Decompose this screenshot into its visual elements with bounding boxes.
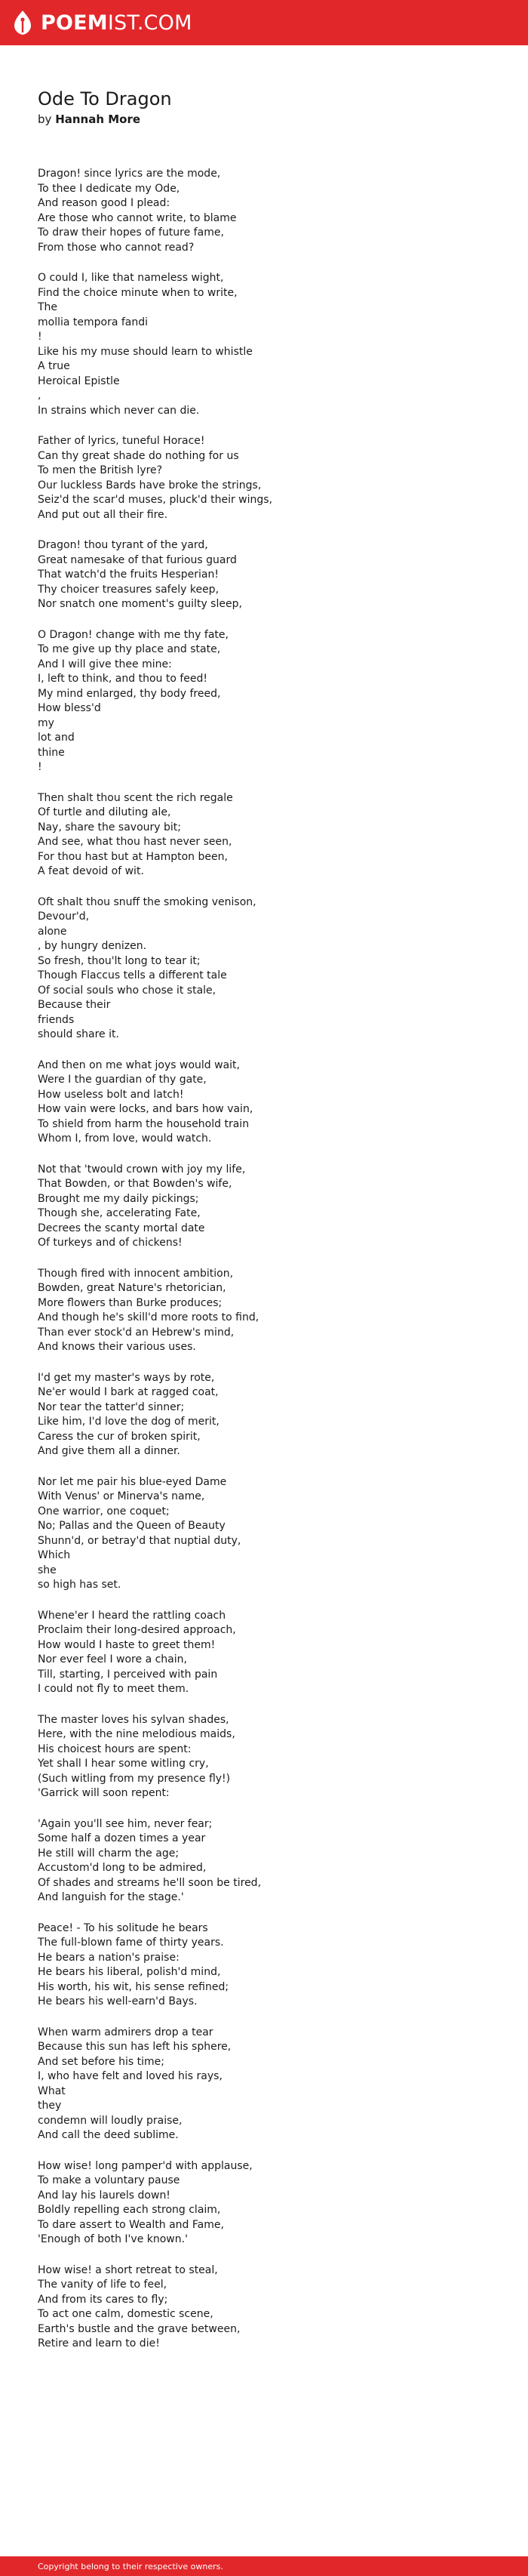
poem-line: Bowden, great Nature's rhetorician, [38, 1282, 226, 1294]
poem-line: To me give up thy place and state, [38, 643, 221, 655]
stanza [38, 1609, 490, 1697]
poem-line: Decrees the scanty mortal date [38, 1222, 205, 1234]
poem-line: my [38, 716, 54, 729]
poem-line: How useless bolt and latch! [38, 1088, 184, 1101]
poem-line: And from its cares to fly; [38, 2293, 168, 2306]
poem-line: Whene'er I heard the rattling coach [38, 1609, 226, 1622]
poem-line: The vanity of life to feel, [38, 2279, 167, 2291]
poem-line: Seiz'd the scar'd muses, pluck'd their wings, [38, 494, 273, 506]
poem-line: O Dragon! change with me thy fate, [38, 628, 229, 641]
poem-line: How bless'd [38, 702, 101, 714]
poem-line: And though he's skill'd more roots to find, [38, 1311, 259, 1323]
poem-line: He still will charm the age; [38, 1847, 180, 1860]
poem-line: And then on me what joys would wait, [38, 1058, 240, 1071]
poem-line: Though Flaccus tells a different tale [38, 969, 227, 981]
poem-line: And languish for the stage.' [38, 1891, 184, 1903]
poem-line: Of turkeys and of chickens! [38, 1237, 183, 1249]
site-logo[interactable] [12, 10, 192, 35]
poem-line: Of social souls who chose it stale, [38, 984, 216, 997]
poem-line: Boldly repelling each strong claim, [38, 2204, 221, 2216]
poem-line: mollia tempora fandi [38, 316, 149, 328]
poem-line: Of turtle and diluting ale, [38, 806, 171, 818]
poem-line: What [38, 2085, 66, 2097]
poem-line: I could not fly to meet them. [38, 1683, 189, 1695]
poem-line: Find the choice minute when to write, [38, 286, 238, 299]
stanza [38, 1713, 490, 1801]
poem-line: Caress the cur of broken spirit, [38, 1430, 201, 1443]
poem-line: Accustom'd long to be admired, [38, 1862, 207, 1874]
poem-line: He bears his well-earn'd Bays. [38, 1995, 198, 2007]
stanza [38, 791, 490, 880]
poem-line: To shield from harm the household train [38, 1117, 250, 1130]
poem-line: ! [38, 761, 42, 773]
stanza [38, 2263, 490, 2352]
poem-line: Not that 'twould crown with joy my life, [38, 1163, 246, 1176]
poem-line: Than ever stock'd an Hebrew's mind, [38, 1326, 235, 1339]
poem-line: Then shalt thou scent the rich regale [38, 791, 233, 804]
poem-line: And give them all a dinner. [38, 1445, 180, 1457]
poem-line: More flowers than Burke produces; [38, 1296, 223, 1309]
poem-container [38, 87, 490, 2368]
logo-pen-icon [12, 10, 33, 35]
stanza [38, 1163, 490, 1251]
poem-line: Because this sun has left his sphere, [38, 2041, 232, 2053]
poem-line: When warm admirers drop a tear [38, 2026, 213, 2038]
poem-line: Our luckless Bards have broke the strings, [38, 479, 262, 491]
poem-line: Because their [38, 999, 111, 1011]
poem-line: To dare assert to Wealth and Fame, [38, 2218, 224, 2231]
poem-line: Nor tear the tatter'd sinner; [38, 1400, 185, 1413]
poem-line: 'Garrick will soon repent: [38, 1787, 170, 1799]
poem-line: , [38, 390, 41, 402]
poem-line: Dragon! since lyrics are the mode, [38, 168, 221, 180]
poem-line: To make a voluntary pause [38, 2174, 180, 2186]
poem-line: With Venus' or Minerva's name, [38, 1490, 205, 1502]
poem-line: No; Pallas and the Queen of Beauty [38, 1520, 226, 1532]
poem-line: Retire and learn to die! [38, 2337, 160, 2350]
logo-text-bold: POEM [41, 11, 108, 35]
logo-text-light: IST.COM [107, 11, 192, 35]
poem-line: To draw their hopes of future fame, [38, 226, 224, 239]
stanza [38, 271, 490, 418]
poem-line: His worth, his wit, his sense refined; [38, 1980, 229, 1993]
poem-line: The master loves his sylvan shades, [38, 1713, 229, 1726]
footer-bar [0, 2556, 528, 2576]
stanza [38, 167, 490, 255]
poem-line: Devour'd, [38, 911, 90, 923]
poem-line: One warrior, one coquet; [38, 1505, 170, 1518]
poem-line: Peace! - To his solitude he bears [38, 1921, 208, 1934]
poem-line: Are those who cannot write, to blame [38, 211, 237, 224]
poem-line: thine [38, 746, 65, 759]
copyright-text: Copyright belong to their respective owners. [38, 2561, 223, 2571]
poem-line: He bears a nation's praise: [38, 1951, 180, 1964]
poem-line: I'd get my master's ways by rote, [38, 1371, 215, 1384]
poem-line: He bears his liberal, polish'd mind, [38, 1966, 221, 1978]
poem-line: Till, starting, I perceived with pain [38, 1668, 218, 1681]
poem-line: Proclaim their long-desired approach, [38, 1624, 236, 1636]
poem-line: lot and [38, 732, 75, 744]
poem-line: , by hungry denizen. [38, 940, 147, 952]
stanza [38, 2159, 490, 2248]
stanza [38, 2026, 490, 2143]
poem-line: So fresh, thou'lt long to tear it; [38, 954, 201, 967]
poem-line: Like him, I'd love the dog of merit, [38, 1416, 219, 1428]
stanza [38, 1817, 490, 1906]
poem-line: Oft shalt thou snuff the smoking venison, [38, 895, 256, 908]
poem-line: 'Enough of both I've known.' [38, 2233, 188, 2245]
poem-line: And put out all their fire. [38, 508, 168, 521]
poem-line: A true [38, 360, 70, 372]
poem-title: Ode To Dragon [38, 88, 172, 109]
stanza [38, 895, 490, 1043]
stanza [38, 1475, 490, 1593]
poem-line: Dragon! thou tyrant of the yard, [38, 539, 208, 551]
poem-line: Whom I, from love, would watch. [38, 1132, 212, 1145]
poem-line: A feat devoid of wit. [38, 865, 144, 877]
author-link[interactable]: Hannah More [55, 112, 141, 126]
poem-line: Were I the guardian of thy gate, [38, 1074, 207, 1086]
poem-line: That watch'd the fruits Hesperian! [38, 569, 219, 581]
poem-line: Great namesake of that furious guard [38, 553, 237, 566]
poem-line: Heroical Epistle [38, 374, 120, 387]
poem-line: How would I haste to greet them! [38, 1638, 216, 1651]
stanza [38, 1921, 490, 2010]
poem-line: Shunn'd, or betray'd that nuptial duty, [38, 1534, 241, 1547]
poem-line: And reason good I plead: [38, 197, 170, 209]
poem-line: she [38, 1564, 57, 1576]
poem-line: Though fired with innocent ambition, [38, 1267, 234, 1280]
poem-line: condemn will loudly praise, [38, 2114, 183, 2127]
poem-line: Some half a dozen times a year [38, 1832, 206, 1844]
stanza [38, 1371, 490, 1459]
poem-line: I, left to think, and thou to feed! [38, 673, 207, 685]
poem-line: Nor let me pair his blue-eyed Dame [38, 1475, 227, 1488]
poem-line: And knows their various uses. [38, 1341, 196, 1353]
poem-line: (Such witling from my presence fly!) [38, 1772, 231, 1785]
stanza [38, 628, 490, 775]
poem-line: To act one calm, domestic scene, [38, 2308, 213, 2320]
poem-line: Of shades and streams he'll soon be tired, [38, 1876, 262, 1889]
poem-line: Thy choicer treasures safely keep, [38, 583, 219, 596]
poem-line: And see, what thou hast never seen, [38, 836, 232, 848]
poem-line: And set before his time; [38, 2055, 164, 2068]
poem-line: To thee I dedicate my Ode, [38, 182, 180, 195]
stanza [38, 434, 490, 522]
poem-line: Which [38, 1549, 71, 1561]
poem-line: O could I, like that nameless wight, [38, 272, 224, 284]
poem-line: Brought me my daily pickings; [38, 1192, 199, 1205]
poem-line: That Bowden, or that Bowden's wife, [38, 1178, 232, 1190]
poem-line: so high has set. [38, 1579, 121, 1591]
poem-line: And lay his laurels down! [38, 2189, 170, 2202]
poem-line: Though she, accelerating Fate, [38, 1207, 201, 1219]
poem-line: ! [38, 331, 42, 343]
byline [38, 111, 490, 128]
poem-line: Nay, share the savoury bit; [38, 821, 181, 834]
stanza [38, 1058, 490, 1147]
poem-line: And I will give thee mine: [38, 658, 172, 670]
poem-line: Nor snatch one moment's guilty sleep, [38, 598, 242, 610]
stanza [38, 538, 490, 612]
poem-line: alone [38, 925, 67, 938]
poem-line: friends [38, 1013, 75, 1026]
poem-line: My mind enlarged, thy body freed, [38, 687, 221, 700]
poem-line: For thou hast but at Hampton been, [38, 850, 228, 863]
poem-line: Can thy great shade do nothing for us [38, 449, 239, 462]
poem-line: Father of lyrics, tuneful Horace! [38, 435, 205, 447]
poem-line: Yet shall I hear some witling cry, [38, 1758, 209, 1770]
poem-line: How wise! long pamper'd with applause, [38, 2159, 253, 2172]
poem-line: should share it. [38, 1028, 119, 1040]
poem-line: How wise! a short retreat to steal, [38, 2263, 218, 2276]
poem-line: Earth's bustle and the grave between, [38, 2322, 241, 2335]
poem-line: His choicest hours are spent: [38, 1742, 192, 1755]
by-label: by [38, 112, 52, 126]
poem-body [38, 167, 490, 2352]
poem-line: And call the deed sublime. [38, 2129, 179, 2141]
poem-line: How vain were locks, and bars how vain, [38, 1103, 253, 1115]
top-bar [0, 0, 528, 45]
poem-line: I, who have felt and loved his rays, [38, 2070, 223, 2082]
poem-line: Like his my muse should learn to whistle [38, 345, 253, 358]
poem-line: Nor ever feel I wore a chain, [38, 1653, 187, 1665]
poem-line: The full-blown fame of thirty years. [38, 1937, 224, 1949]
poem-line: To men the British lyre? [38, 464, 163, 476]
poem-line: Here, with the nine melodious maids, [38, 1728, 235, 1740]
poem-line: 'Again you'll see him, never fear; [38, 1817, 213, 1830]
poem-line: The [38, 301, 58, 313]
poem-line: In strains which never can die. [38, 404, 200, 417]
poem-line: they [38, 2100, 62, 2112]
stanza [38, 1267, 490, 1355]
poem-line: From those who cannot read? [38, 241, 195, 254]
poem-line: Ne'er would I bark at ragged coat, [38, 1386, 219, 1398]
